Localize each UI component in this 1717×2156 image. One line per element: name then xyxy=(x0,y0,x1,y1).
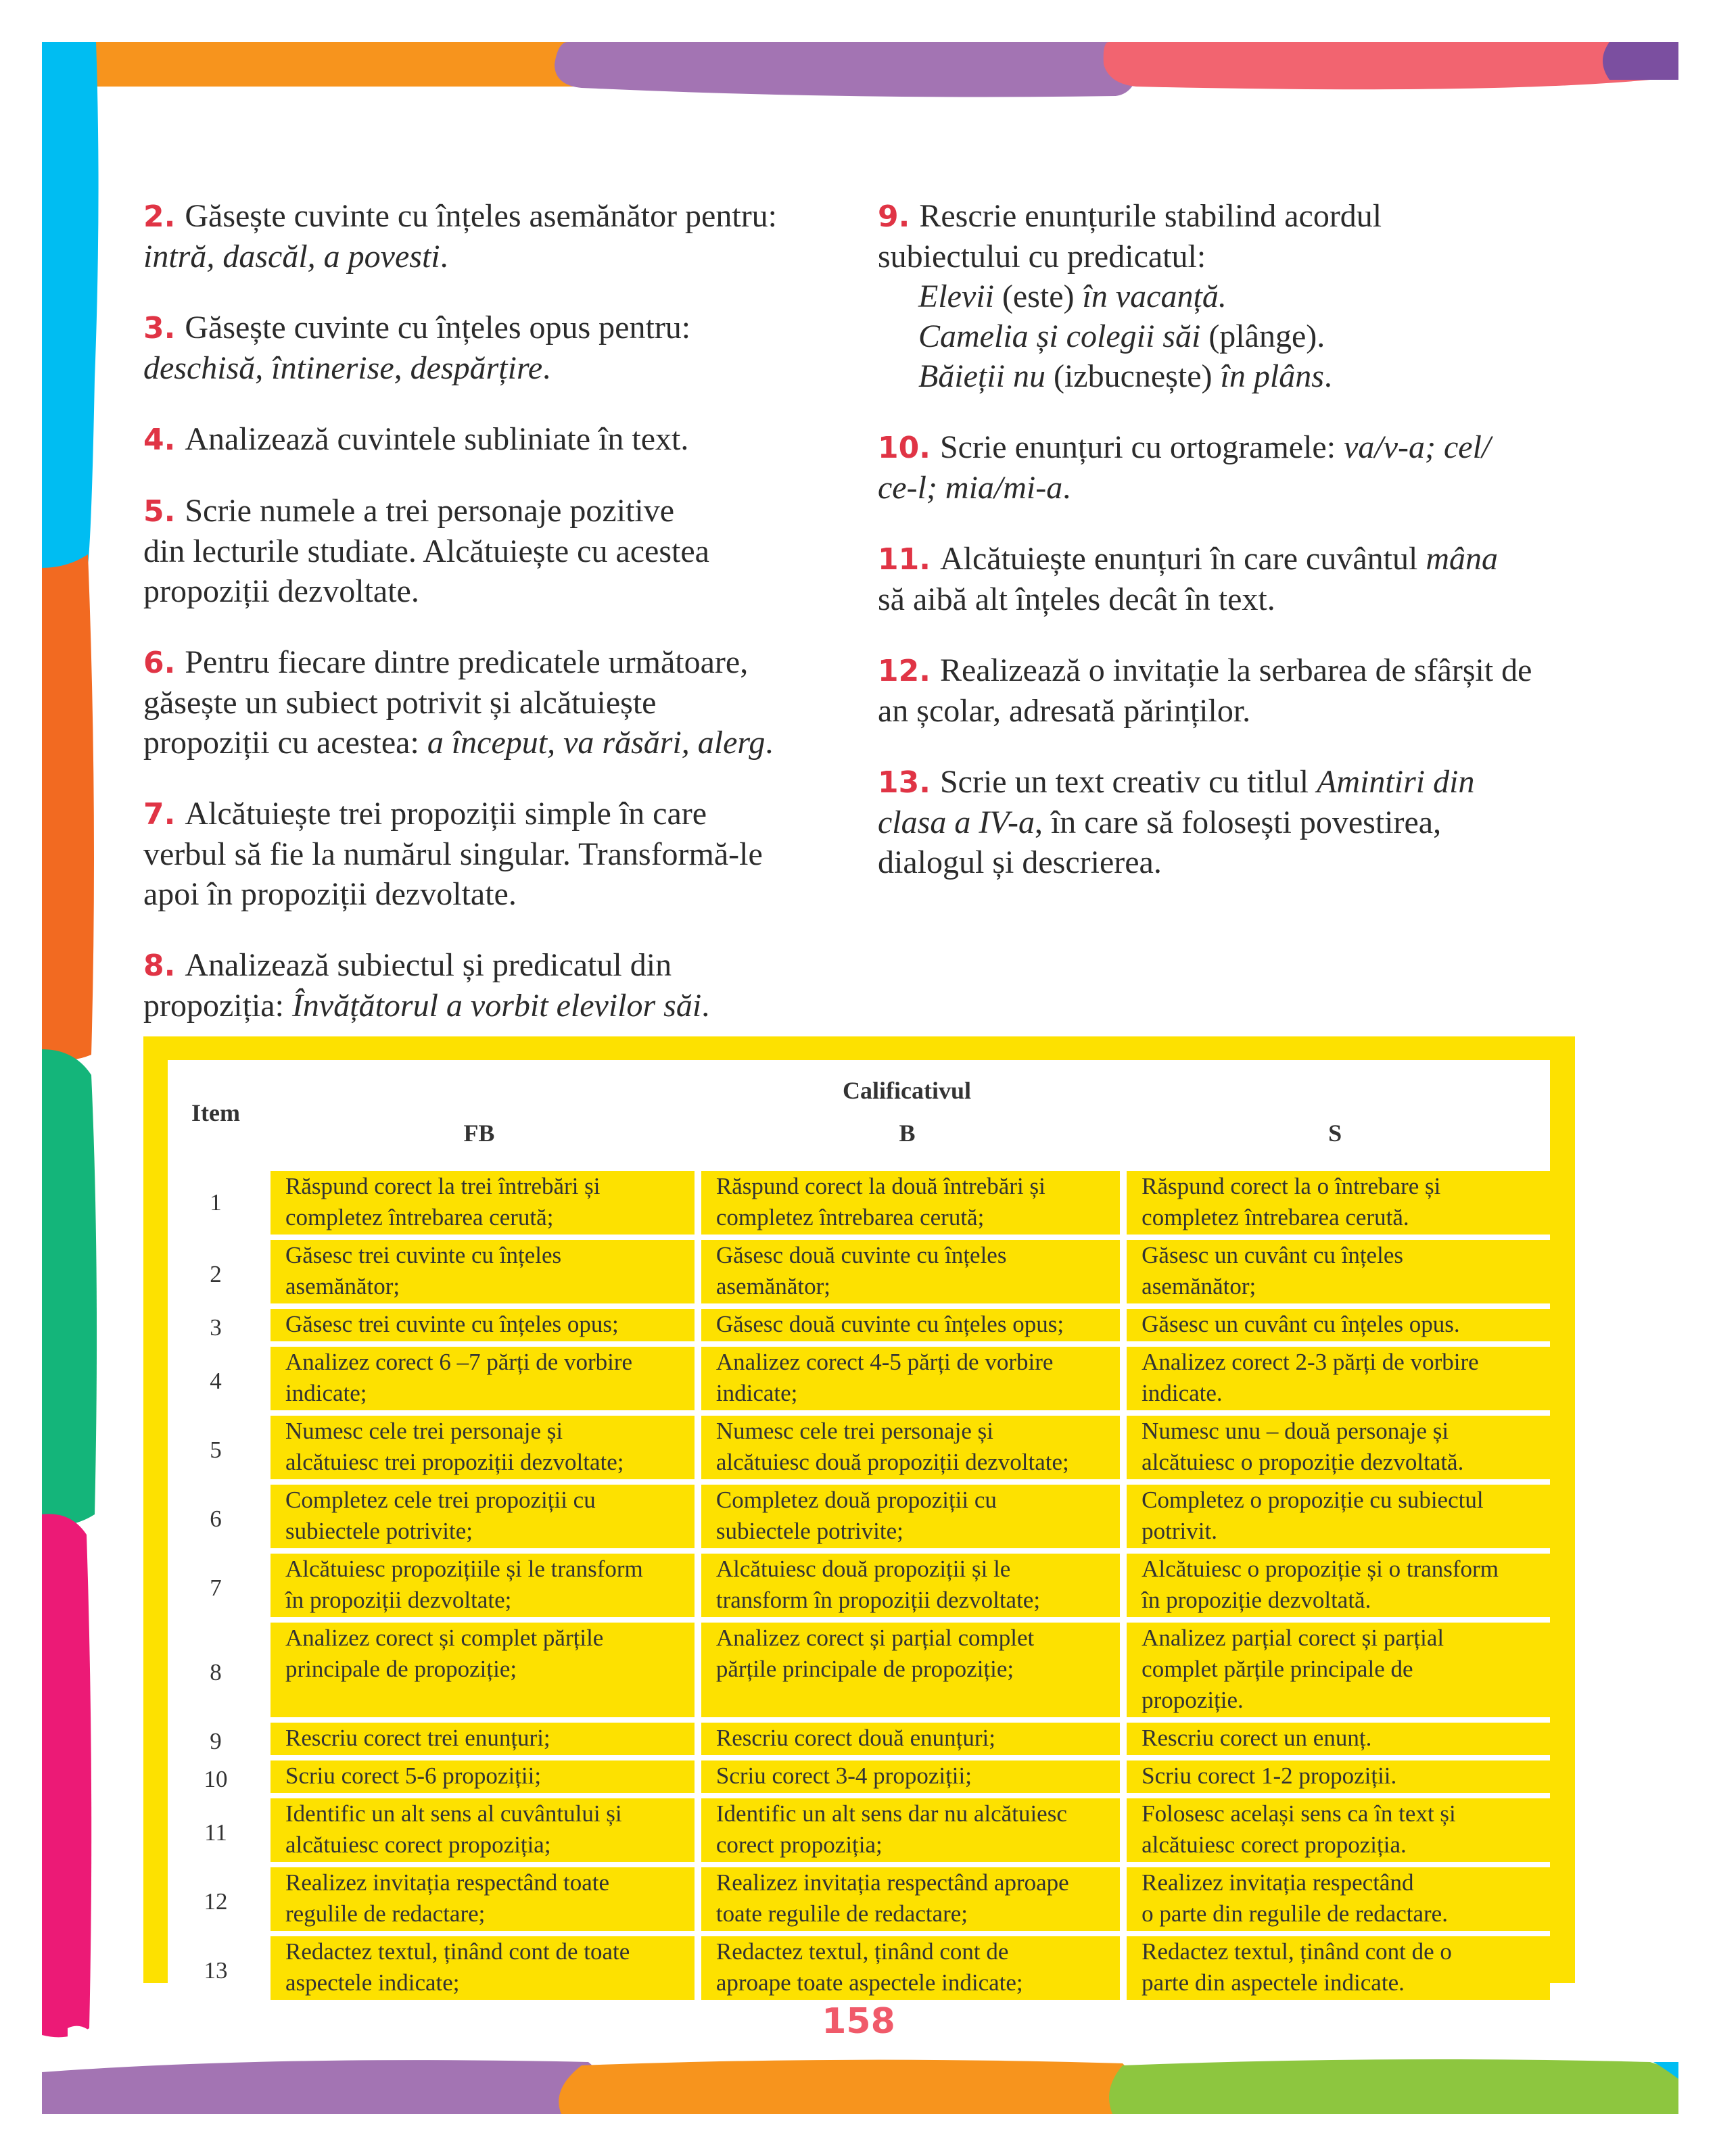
exercise-text: Camelia și colegii săi xyxy=(918,318,1201,354)
exercise-line xyxy=(143,419,853,460)
exercise xyxy=(143,794,853,914)
rubric-body xyxy=(168,1166,1550,2005)
exercise xyxy=(878,539,1595,619)
exercise-text: deschisă, întinerise, despărțire xyxy=(143,350,543,386)
item-number: 12 xyxy=(168,1867,264,1936)
exercise-text: an școlar, adresată părinților. xyxy=(878,693,1251,729)
exercise-text: . xyxy=(765,725,774,761)
rubric-row xyxy=(168,1867,1550,1936)
rubric-row xyxy=(168,1166,1550,1240)
exercise-text: Băieții nu xyxy=(918,358,1045,394)
rubric-cell-line: Alcătuiesc două propoziții și le xyxy=(715,1556,1011,1582)
exercise-text: . xyxy=(1323,358,1332,394)
rubric-cell-line: Redactez textul, ținând cont de toate xyxy=(285,1938,630,1965)
rubric-cell-line: alcătuiesc două propoziții dezvoltate; xyxy=(715,1449,1069,1475)
item-number: 8 xyxy=(168,1623,264,1723)
exercise-text: Scrie enunțuri cu ortogramele: xyxy=(939,429,1344,465)
exercise-line xyxy=(143,491,853,531)
exercise-text: Elevii xyxy=(918,279,994,314)
rubric-row xyxy=(168,1240,1550,1309)
frame-top-purple xyxy=(555,42,1139,97)
exercise-text: propoziții cu acestea: xyxy=(143,725,427,761)
exercise-line xyxy=(143,874,853,914)
exercise-number: 7. xyxy=(143,797,176,832)
exercise-number: 11. xyxy=(878,542,931,577)
exercise-text: (plânge). xyxy=(1200,318,1325,354)
rubric-cell-line: Folosesc același sens ca în text și xyxy=(1142,1800,1456,1827)
exercise xyxy=(878,650,1595,731)
exercise-line xyxy=(143,196,853,237)
frame-left-orange xyxy=(42,554,94,1060)
exercise-text: să aibă alt înțeles decât în text. xyxy=(878,581,1275,617)
exercise-line xyxy=(143,683,853,723)
exercise-text: clasa a IV-a xyxy=(878,805,1035,840)
exercise-text: dialogul și descrierea. xyxy=(878,844,1162,880)
rubric-cell-line: Realizez invitația respectând toate xyxy=(285,1869,610,1896)
rubric-cell-line: completez întrebarea cerută; xyxy=(285,1204,554,1230)
rubric-cell xyxy=(695,1554,1120,1623)
rubric-cell-line: părțile principale de propoziție; xyxy=(715,1656,1014,1682)
exercise-text: (este) xyxy=(993,279,1083,314)
rubric-cell xyxy=(264,1623,695,1723)
rubric-row xyxy=(168,1309,1550,1347)
rubric-cell-line: Găsesc un cuvânt cu înțeles xyxy=(1142,1242,1403,1268)
rubric-cell-line: parte din aspectele indicate. xyxy=(1142,1969,1405,1996)
item-number: 1 xyxy=(168,1166,264,1240)
frame-bottom-orange xyxy=(559,2060,1137,2114)
exercise-text: ce-l; mia/mi-a xyxy=(878,470,1063,506)
exercise-text: Scrie un text creativ cu titlul xyxy=(939,764,1317,800)
rubric-cell xyxy=(264,1936,695,2005)
rubric-row xyxy=(168,1623,1550,1723)
exercise-text: Alcătuiește enunțuri în care cuvântul xyxy=(939,541,1426,577)
rubric-cell-line: Răspund corect la o întrebare și xyxy=(1142,1173,1441,1199)
rubric-cell-line: Identific un alt sens dar nu alcătuiesc xyxy=(715,1800,1067,1827)
rubric-cell-line: Alcătuiesc propozițiile și le transform xyxy=(285,1556,643,1582)
exercise-text: din lecturile studiate. Alcătuiește cu acestea xyxy=(143,533,709,569)
item-number: 3 xyxy=(168,1309,264,1347)
rubric-cell-line: complet părțile principale de xyxy=(1142,1656,1413,1682)
exercise xyxy=(878,196,1595,396)
rubric-cell-line: subiectele potrivite; xyxy=(715,1518,903,1544)
rubric-cell-line: Rescriu corect un enunț. xyxy=(1142,1725,1372,1751)
rubric-cell xyxy=(264,1760,695,1798)
rubric-cell-line: Redactez textul, ținând cont de o xyxy=(1142,1938,1452,1965)
rubric-table xyxy=(168,1060,1550,2005)
frame-left-cyan xyxy=(42,42,99,590)
rubric-cell xyxy=(1120,1240,1550,1309)
exercise-line xyxy=(878,762,1595,802)
exercise-line xyxy=(878,691,1595,731)
exercise-text: Analizează cuvintele subliniate în text. xyxy=(185,421,689,457)
item-number: 13 xyxy=(168,1936,264,2005)
rubric-cell xyxy=(264,1416,695,1485)
rubric-cell xyxy=(695,1723,1120,1760)
rubric-cell xyxy=(695,1240,1120,1309)
exercise xyxy=(878,762,1595,882)
exercise-text: Alcătuiește trei propoziții simple în care xyxy=(185,796,707,832)
exercise-text: , în care să folosești povestirea, xyxy=(1034,805,1442,840)
rubric-cell xyxy=(1120,1347,1550,1416)
exercise-text: Scrie numele a trei personaje pozitive xyxy=(185,493,675,529)
rubric-cell-line: Găsesc trei cuvinte cu înțeles opus; xyxy=(285,1311,619,1337)
item-number: 4 xyxy=(168,1347,264,1416)
exercise-line xyxy=(878,277,1595,316)
rubric-row xyxy=(168,1798,1550,1867)
rubric-cell-line: Scriu corect 5-6 propoziții; xyxy=(285,1763,542,1789)
item-number: 11 xyxy=(168,1798,264,1867)
exercise xyxy=(143,196,853,277)
exercise-text: va/v-a; cel/ xyxy=(1344,429,1491,465)
exercise-number: 12. xyxy=(878,654,931,688)
page-number: 158 xyxy=(822,2001,895,2042)
exercise-number: 9. xyxy=(878,199,910,234)
exercise-line xyxy=(143,348,853,388)
rubric-cell-line: Numesc unu – două personaje și xyxy=(1142,1418,1449,1444)
exercise-line xyxy=(878,468,1595,508)
rubric-cell-line: Realizez invitația respectând xyxy=(1142,1869,1414,1896)
exercise xyxy=(143,419,853,460)
rubric-cell-line: propoziție. xyxy=(1142,1687,1244,1713)
exercises-left-column xyxy=(143,196,853,1057)
rubric-cell-line: aproape toate aspectele indicate; xyxy=(715,1969,1023,1996)
exercise-line xyxy=(878,237,1595,277)
rubric-cell-line: Completez o propoziție cu subiectul xyxy=(1142,1487,1484,1513)
exercise-line xyxy=(878,356,1595,396)
exercise-line xyxy=(878,539,1595,579)
rubric-cell xyxy=(264,1867,695,1936)
exercise-line xyxy=(878,316,1595,356)
exercise-number: 3. xyxy=(143,311,176,345)
rubric-cell-line: completez întrebarea cerută; xyxy=(715,1204,985,1230)
rubric-cell-line: Completez două propoziții cu xyxy=(715,1487,997,1513)
exercise-text: Găsește cuvinte cu înțeles opus pentru: xyxy=(185,310,691,345)
rubric-row xyxy=(168,1760,1550,1798)
exercise-line xyxy=(878,196,1595,237)
exercise-text: . xyxy=(1062,470,1071,506)
rubric-cell-line: Analizez parțial corect și parțial xyxy=(1142,1625,1444,1651)
rubric-cell-line: indicate; xyxy=(285,1380,367,1406)
rubric-cell-line: Scriu corect 3-4 propoziții; xyxy=(715,1763,972,1789)
rubric-cell xyxy=(264,1347,695,1416)
rubric-cell-line: indicate. xyxy=(1142,1380,1223,1406)
rubric-cell xyxy=(264,1309,695,1347)
rubric-cell-line: asemănător; xyxy=(715,1273,830,1299)
exercise xyxy=(878,427,1595,508)
rubric-cell-line: asemănător; xyxy=(1142,1273,1256,1299)
item-number: 5 xyxy=(168,1416,264,1485)
rubric-cell xyxy=(264,1723,695,1760)
rubric-cell-line: în propoziție dezvoltată. xyxy=(1142,1587,1371,1613)
item-number: 10 xyxy=(168,1760,264,1798)
exercise-line xyxy=(143,794,853,834)
exercise-line xyxy=(878,579,1595,619)
rubric-cell xyxy=(695,1416,1120,1485)
rubric-cell xyxy=(1120,1166,1550,1240)
rubric-cell-line: Găsesc două cuvinte cu înțeles xyxy=(715,1242,1007,1268)
rubric-cell xyxy=(1120,1485,1550,1554)
rubric-cell-line: Redactez textul, ținând cont de xyxy=(715,1938,1009,1965)
item-number: 7 xyxy=(168,1554,264,1623)
rubric-cell xyxy=(264,1240,695,1309)
rubric-cell xyxy=(1120,1867,1550,1936)
rubric-cell-line: Analizez corect și parțial complet xyxy=(715,1625,1035,1651)
exercise-number: 4. xyxy=(143,423,176,457)
exercise-text: Rescrie enunțurile stabilind acordul xyxy=(919,198,1382,234)
rubric-cell-line: Completez cele trei propoziții cu xyxy=(285,1487,596,1513)
rubric-cell-line: corect propoziția; xyxy=(715,1831,883,1858)
rubric-cell xyxy=(1120,1309,1550,1347)
rubric-cell-line: Găsesc un cuvânt cu înțeles opus. xyxy=(1142,1311,1460,1337)
frame-left-magenta xyxy=(42,1514,91,2037)
exercise-line xyxy=(143,308,853,348)
exercise xyxy=(143,491,853,611)
exercise-line xyxy=(143,237,853,277)
exercise xyxy=(143,642,853,763)
exercise-text: găsește un subiect potrivit și alcătuiește xyxy=(143,685,657,721)
exercise-text: Amintiri din xyxy=(1317,764,1475,800)
rubric-cell xyxy=(1120,1554,1550,1623)
rubric-cell xyxy=(1120,1416,1550,1485)
exercise-number: 2. xyxy=(143,199,176,234)
rubric-cell xyxy=(695,1485,1120,1554)
rubric-row xyxy=(168,1347,1550,1416)
rubric-cell-line: alcătuiesc o propoziție dezvoltată. xyxy=(1142,1449,1464,1475)
rubric-cell-line: o parte din regulile de redactare. xyxy=(1142,1900,1448,1927)
rubric-cell-line: Scriu corect 1-2 propoziții. xyxy=(1142,1763,1397,1789)
rubric-cell-line: Rescriu corect trei enunțuri; xyxy=(285,1725,550,1751)
rubric-cell xyxy=(1120,1723,1550,1760)
exercise-text: . xyxy=(542,350,551,386)
rubric-row xyxy=(168,1485,1550,1554)
rubric-cell xyxy=(1120,1623,1550,1723)
rubric-cell xyxy=(1120,1798,1550,1867)
grade-header: Calificativul xyxy=(843,1077,971,1104)
frame-top-violet xyxy=(1603,42,1678,80)
frame-top-pink xyxy=(1104,42,1650,89)
rubric-cell xyxy=(264,1166,695,1240)
frame-bottom-lime xyxy=(1109,2059,1678,2114)
exercise-text: Analizează subiectul și predicatul din xyxy=(185,947,672,983)
rubric-cell-line: Identific un alt sens al cuvântului și xyxy=(285,1800,622,1827)
exercise-text: Pentru fiecare dintre predicatele următoare, xyxy=(185,644,749,680)
exercise-line xyxy=(878,427,1595,468)
rubric-cell-line: Analizez corect 4-5 părți de vorbire xyxy=(715,1349,1054,1375)
exercise-text: Învățătorul a vorbit elevilor săi xyxy=(291,988,702,1024)
item-header: Item xyxy=(191,1099,240,1126)
rubric-cell xyxy=(1120,1936,1550,2005)
rubric-cell-line: Analizez corect 6 –7 părți de vorbire xyxy=(285,1349,633,1375)
exercise-text: a început, va răsări, alerg xyxy=(427,725,766,761)
exercise xyxy=(143,945,853,1026)
exercise-line xyxy=(143,945,853,986)
exercise-number: 10. xyxy=(878,431,931,465)
rubric-cell xyxy=(695,1936,1120,2005)
exercise xyxy=(143,308,853,388)
exercise-text: subiectului cu predicatul: xyxy=(878,239,1206,274)
frame-bottom-purple xyxy=(42,2060,603,2114)
rubric-cell-line: Analizez corect și complet părțile xyxy=(285,1625,604,1651)
exercise-text: verbul să fie la numărul singular. Transformă-le xyxy=(143,836,763,872)
item-number: 9 xyxy=(168,1723,264,1760)
exercise-line xyxy=(878,842,1595,882)
rubric-cell xyxy=(695,1623,1120,1723)
item-number: 6 xyxy=(168,1485,264,1554)
rubric-cell-line: regulile de redactare; xyxy=(285,1900,486,1927)
exercise-line xyxy=(143,986,853,1026)
rubric-cell-line: Găsesc trei cuvinte cu înțeles xyxy=(285,1242,562,1268)
rubric-cell xyxy=(1120,1760,1550,1798)
exercise-text: în vacanță. xyxy=(1082,279,1227,314)
rubric-cell-line: alcătuiesc corect propoziția. xyxy=(1142,1831,1407,1858)
exercise-line xyxy=(143,571,853,611)
rubric-cell xyxy=(695,1309,1120,1347)
exercise-line xyxy=(143,834,853,874)
rubric-row xyxy=(168,1416,1550,1485)
exercise-number: 5. xyxy=(143,494,176,529)
exercise-line xyxy=(143,642,853,683)
rubric-cell xyxy=(695,1347,1120,1416)
rubric-cell-line: completez întrebarea cerută. xyxy=(1142,1204,1409,1230)
exercise-line xyxy=(878,650,1595,691)
exercises-right-column xyxy=(878,196,1595,913)
frame-left-green xyxy=(42,1049,97,1525)
rubric-cell xyxy=(695,1760,1120,1798)
rubric-cell-line: indicate; xyxy=(715,1380,798,1406)
rubric-row xyxy=(168,1554,1550,1623)
exercise-text: mâna xyxy=(1426,541,1499,577)
exercise-text: (izbucnește) xyxy=(1045,358,1221,394)
rubric-cell-line: în propoziții dezvoltate; xyxy=(285,1587,512,1613)
exercise-text: Găsește cuvinte cu înțeles asemănător pentru: xyxy=(185,198,778,234)
rubric-cell-line: Numesc cele trei personaje și xyxy=(715,1418,993,1444)
rubric-cell-line: alcătuiesc trei propoziții dezvoltate; xyxy=(285,1449,624,1475)
rubric-cell-line: transform în propoziții dezvoltate; xyxy=(715,1587,1041,1613)
rubric-cell-line: toate regulile de redactare; xyxy=(715,1900,968,1927)
exercise-text: intră, dascăl, a povesti xyxy=(143,239,440,274)
exercise-line xyxy=(143,531,853,571)
frame-top-orange xyxy=(91,42,612,87)
rubric-cell-line: Numesc cele trei personaje și xyxy=(285,1418,563,1444)
rubric-cell-line: Răspund corect la trei întrebări și xyxy=(285,1173,601,1199)
rubric-cell xyxy=(264,1554,695,1623)
rubric-cell-line: Alcătuiesc o propoziție și o transform xyxy=(1142,1556,1499,1582)
rubric-cell xyxy=(264,1485,695,1554)
rubric-cell xyxy=(695,1867,1120,1936)
exercise-number: 6. xyxy=(143,646,176,680)
exercise-text: Realizează o invitație la serbarea de sfârșit de xyxy=(939,652,1532,688)
rubric-cell-line: alcătuiesc corect propoziția; xyxy=(285,1831,551,1858)
exercise-line xyxy=(143,723,853,763)
level-header-b: B xyxy=(899,1120,916,1147)
rubric-cell-line: Rescriu corect două enunțuri; xyxy=(715,1725,995,1751)
exercise-text: . xyxy=(701,988,710,1024)
rubric-cell xyxy=(695,1166,1120,1240)
level-header-s: S xyxy=(1328,1120,1342,1147)
rubric-cell-line: aspectele indicate; xyxy=(285,1969,460,1996)
rubric-cell-line: Găsesc două cuvinte cu înțeles opus; xyxy=(715,1311,1064,1337)
rubric-cell-line: Realizez invitația respectând aproape xyxy=(715,1869,1069,1896)
exercise-line xyxy=(878,802,1595,842)
rubric-cell-line: Răspund corect la două întrebări și xyxy=(715,1173,1045,1199)
item-number: 2 xyxy=(168,1240,264,1309)
exercise-text: în plâns xyxy=(1220,358,1324,394)
rubric-cell xyxy=(264,1798,695,1867)
rubric-row xyxy=(168,1936,1550,2005)
rubric-cell-line: principale de propoziție; xyxy=(285,1656,517,1682)
exercise-number: 13. xyxy=(878,765,931,800)
rubric-cell-line: subiectele potrivite; xyxy=(285,1518,473,1544)
exercise-text: apoi în propoziții dezvoltate. xyxy=(143,876,517,912)
rubric-row xyxy=(168,1723,1550,1760)
rubric-cell xyxy=(695,1798,1120,1867)
exercise-text: propoziția: xyxy=(143,988,292,1024)
rubric-cell-line: asemănător; xyxy=(285,1273,400,1299)
exercise-number: 8. xyxy=(143,949,176,983)
rubric-cell-line: Analizez corect 2-3 părți de vorbire xyxy=(1142,1349,1479,1375)
exercise-text: propoziții dezvoltate. xyxy=(143,573,419,609)
level-header-fb: FB xyxy=(463,1120,495,1147)
rubric-cell-line: potrivit. xyxy=(1142,1518,1217,1544)
exercise-text: . xyxy=(440,239,448,274)
